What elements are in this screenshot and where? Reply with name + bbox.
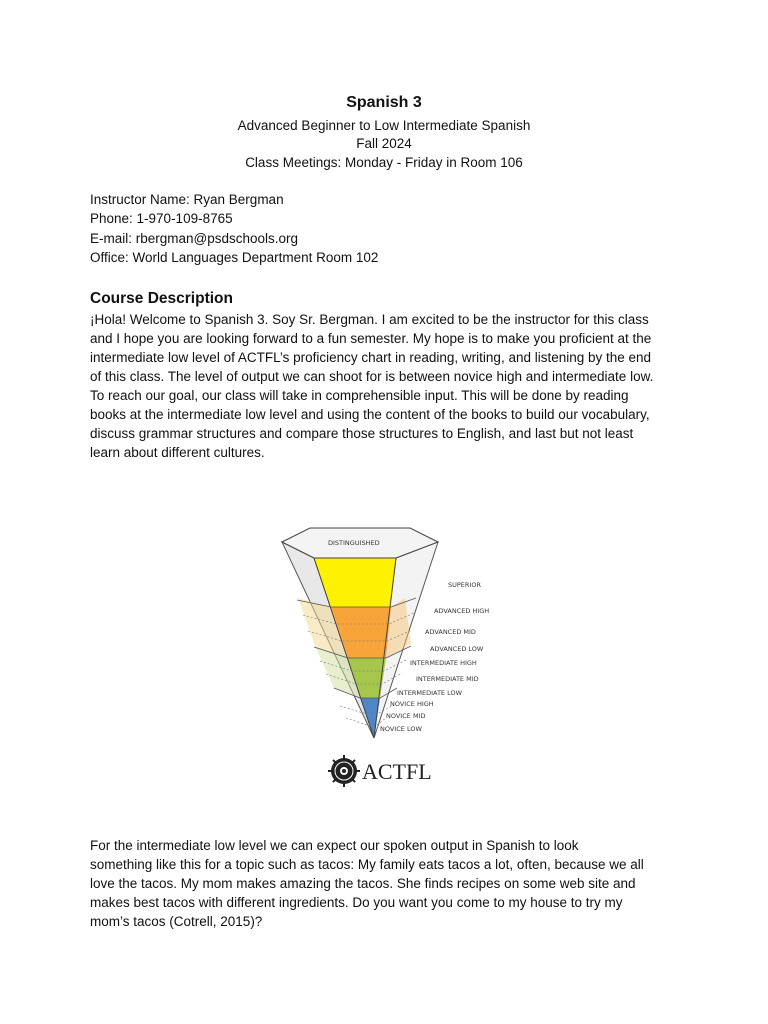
paragraph-line: To reach our goal, our class will take in comprehensible input. This will be done by reading [90, 388, 629, 403]
level-advanced-mid: ADVANCED MID [425, 628, 476, 636]
level-advanced-high: ADVANCED HIGH [434, 607, 490, 615]
paragraph-line: For the intermediate low level we can expect our spoken output in Spanish to look [90, 838, 579, 853]
instructor-phone: Phone: 1-970-109-8765 [90, 211, 233, 227]
paragraph-line: learn about different cultures. [90, 445, 265, 460]
instructor-info [90, 190, 690, 267]
paragraph-line: ¡Hola! Welcome to Spanish 3. Soy Sr. Bergman. I am excited to be the instructor for this class [90, 312, 649, 327]
paragraph-line: discuss grammar structures and compare those structures to English, and last but not least [90, 426, 634, 441]
course-description-heading: Course Description [90, 290, 233, 307]
paragraph-line: intermediate low level of ACTFL’s proficiency chart in reading, writing, and listening by the end [90, 350, 652, 365]
actfl-proficiency-pyramid [270, 518, 500, 790]
level-distinguished: DISTINGUISHED [328, 539, 380, 547]
instructor-office: Office: World Languages Department Room 102 [90, 249, 379, 265]
level-novice-mid: NOVICE MID [386, 712, 426, 720]
level-novice-high: NOVICE HIGH [390, 700, 434, 708]
paragraph-line: of this class. The level of output we can shoot for is between novice high and intermediate low. [90, 369, 654, 384]
paragraph-line: mom’s tacos (Cotrell, 2015)? [90, 914, 263, 929]
actfl-logo [328, 755, 432, 787]
level-intermediate-mid: INTERMEDIATE MID [416, 675, 479, 683]
class-meetings: Class Meetings: Monday - Friday in Room 106 [245, 155, 523, 170]
actfl-emblem-icon [328, 755, 360, 787]
level-novice-low: NOVICE LOW [380, 725, 422, 733]
example-paragraph [90, 836, 680, 931]
level-advanced-low: ADVANCED LOW [430, 645, 484, 653]
course-subtitle: Advanced Beginner to Low Intermediate Spanish [237, 118, 531, 133]
instructor-name: Instructor Name: Ryan Bergman [90, 192, 284, 207]
paragraph-line: books at the intermediate low level and using the content of the books to build our vocabulary, [90, 407, 650, 422]
actfl-pyramid-graphic [270, 518, 500, 790]
course-description-paragraph [90, 310, 680, 462]
level-superior: SUPERIOR [448, 581, 481, 589]
level-intermediate-high: INTERMEDIATE HIGH [410, 659, 477, 667]
level-intermediate-low: INTERMEDIATE LOW [397, 689, 463, 697]
instructor-email: E-mail: rbergman@psdschools.org [90, 230, 299, 246]
paragraph-line: makes best tacos with different ingredients. Do you want you come to my house to try my [90, 895, 623, 910]
course-title: Spanish 3 [346, 94, 422, 111]
paragraph-line: love the tacos. My mom makes amazing the tacos. She finds recipes on some web site and [90, 876, 636, 891]
course-term: Fall 2024 [356, 136, 412, 151]
paragraph-line: something like this for a topic such as tacos: My family eats tacos a lot, often, because we all [90, 857, 644, 872]
actfl-logo-text: ACTFL [362, 759, 432, 784]
paragraph-line: and I hope you are looking forward to a fun semester. My hope is to make you proficient at the [90, 331, 652, 346]
